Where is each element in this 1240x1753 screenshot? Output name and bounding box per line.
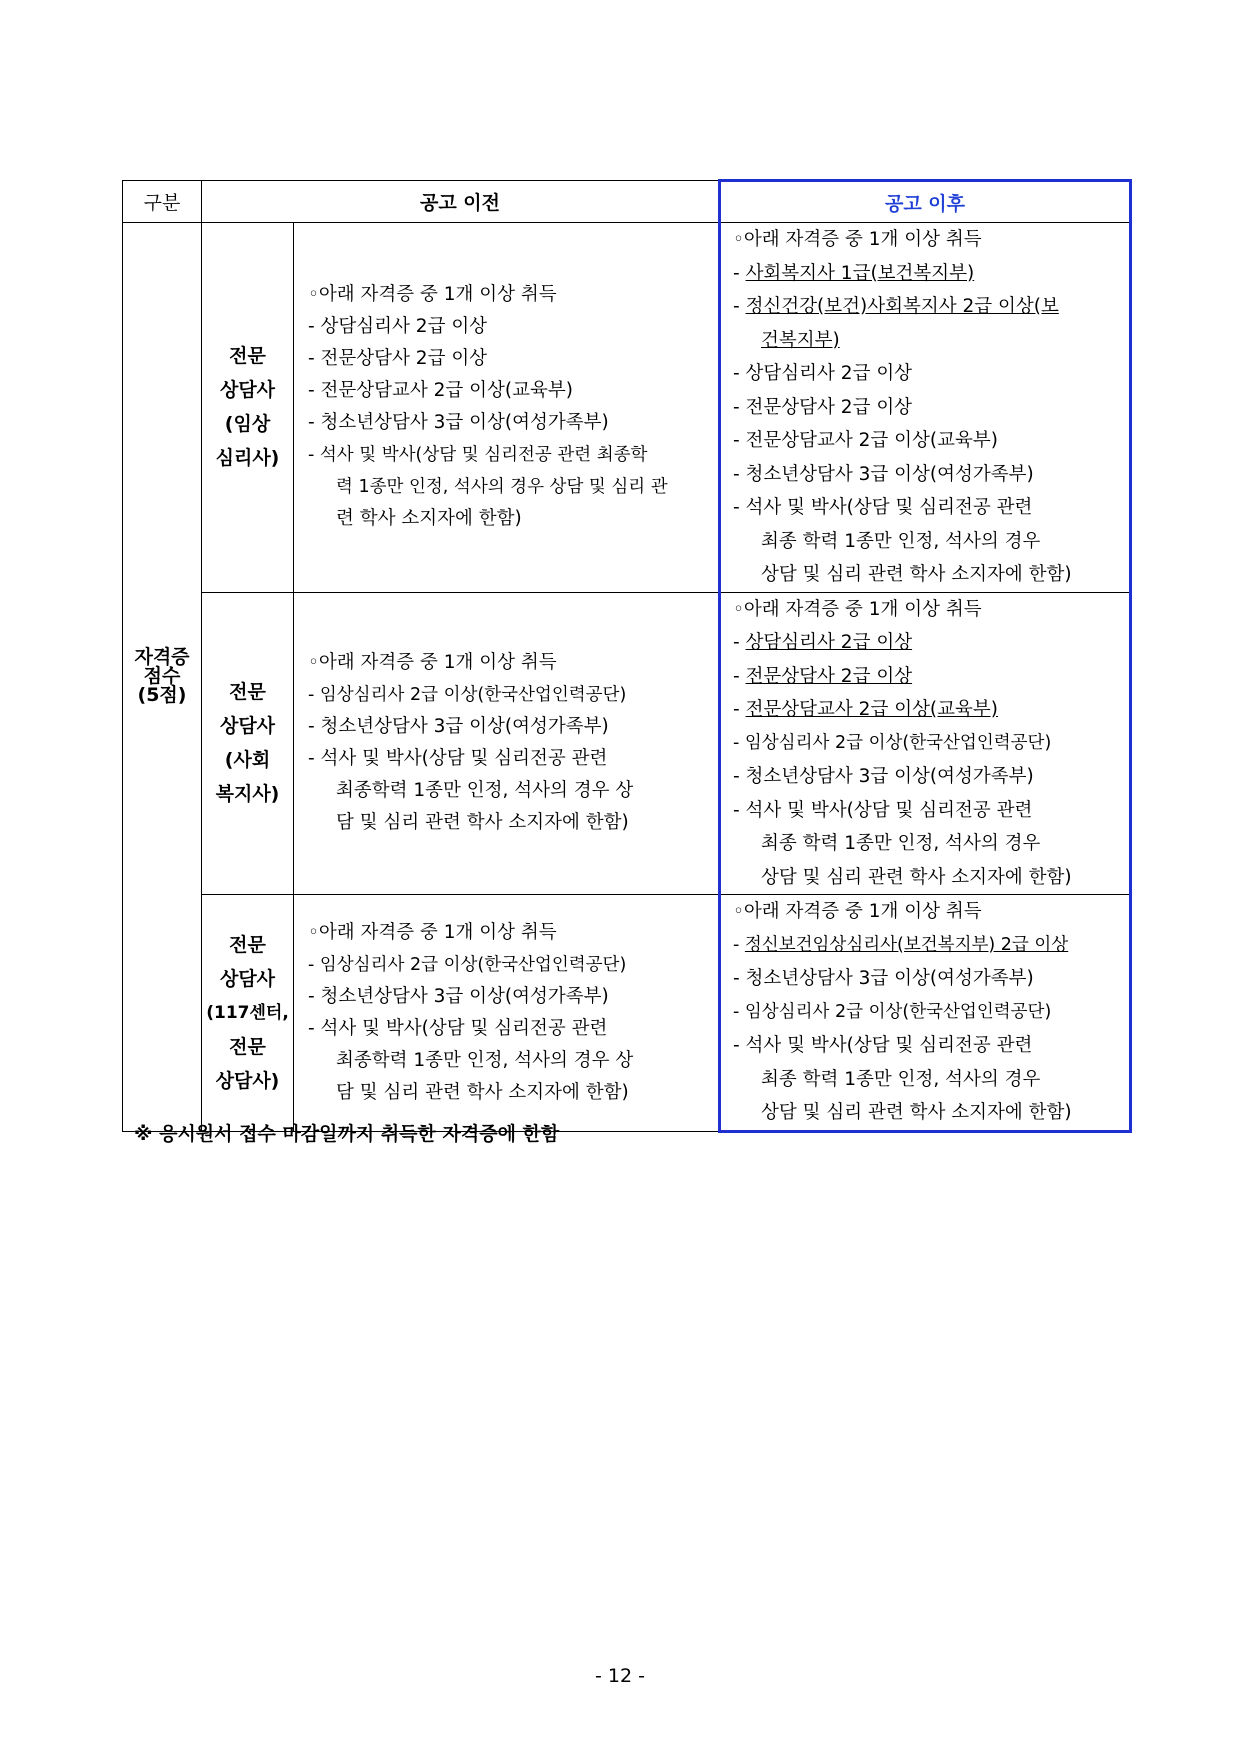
list-item-continuation: 상담 및 심리 관련 학사 소지자에 한함) xyxy=(761,866,1072,888)
list-item: - 석사 및 박사(상담 및 심리전공 관련 최종학 xyxy=(308,445,648,466)
role-line: 심리사) xyxy=(215,447,280,470)
changed-text: 전문상담사 2급 이상 xyxy=(745,665,913,687)
list-item: - 석사 및 박사(상담 및 심리전공 관련 xyxy=(733,799,1033,821)
list-item: - 정신보건임상심리사(보건복지부) 2급 이상 xyxy=(733,934,1069,955)
list-item: - 청소년상담사 3급 이상(여성가족부) xyxy=(733,463,1034,485)
role-line: 상담사) xyxy=(215,1069,280,1092)
list-item: - 청소년상담사 3급 이상(여성가족부) xyxy=(308,716,609,738)
list-item: - 상담심리사 2급 이상 xyxy=(733,632,913,653)
list-item-continuation: 최종학력 1종만 인정, 석사의 경우 상 xyxy=(336,780,634,802)
role-line: 전문 xyxy=(229,681,266,704)
list-item: - 청소년상담사 3급 이상(여성가족부) xyxy=(733,766,1034,787)
after-cell xyxy=(720,592,1131,895)
list-item: - 사회복지사 1급(보건복지부) xyxy=(733,262,975,284)
role-line: (117센터, xyxy=(206,1002,289,1023)
list-item: ◦아래 자격증 중 1개 이상 취득 xyxy=(308,652,557,674)
list-item: - 석사 및 박사(상담 및 심리전공 관련 xyxy=(308,748,608,770)
changed-text: 정신보건임상심리사(보건복지부) 2급 이상 xyxy=(744,934,1069,955)
changed-text: 건복지부) xyxy=(761,329,840,351)
list-item: - 임상심리사 2급 이상(한국산업인력공단) xyxy=(733,1001,1052,1022)
list-item: ◦아래 자격증 중 1개 이상 취득 xyxy=(733,901,982,922)
list-item: - 임상심리사 2급 이상(한국산업인력공단) xyxy=(733,732,1052,753)
role-line: (임상 xyxy=(224,413,271,436)
role-line: 전문 xyxy=(229,933,266,956)
list-item: - 임상심리사 2급 이상(한국산업인력공단) xyxy=(308,685,627,706)
list-item-continuation: 최종 학력 1종만 인정, 석사의 경우 xyxy=(761,1068,1041,1090)
list-item-continuation: 최종 학력 1종만 인정, 석사의 경우 xyxy=(761,833,1041,854)
before-cell xyxy=(294,223,720,593)
category-cell xyxy=(123,223,202,1132)
table-row xyxy=(123,223,1131,593)
list-item: - 석사 및 박사(상담 및 심리전공 관련 xyxy=(733,497,1033,518)
list-item: - 청소년상담사 3급 이상(여성가족부) xyxy=(308,985,609,1007)
changed-text: 사회복지사 1급(보건복지부) xyxy=(745,262,975,284)
role-cell xyxy=(202,592,294,895)
changed-text: 상담심리사 2급 이상 xyxy=(745,632,913,653)
qualification-table xyxy=(122,179,1132,1133)
role-cell xyxy=(202,895,294,1132)
list-item: - 청소년상담사 3급 이상(여성가족부) xyxy=(733,968,1034,989)
list-item-continuation: 상담 및 심리 관련 학사 소지자에 한함) xyxy=(761,1102,1072,1123)
list-item: ◦아래 자격증 중 1개 이상 취득 xyxy=(308,921,557,943)
list-item: - 석사 및 박사(상담 및 심리전공 관련 xyxy=(733,1035,1033,1056)
category-line: (5점) xyxy=(137,684,187,707)
list-item-continuation: 상담 및 심리 관련 학사 소지자에 한함) xyxy=(761,564,1072,585)
list-item: - 상담심리사 2급 이상 xyxy=(733,363,913,384)
list-item-continuation: 최종학력 1종만 인정, 석사의 경우 상 xyxy=(336,1049,634,1071)
footnote: ※ 응시원서 접수 마감일까지 취득한 자격증에 한함 xyxy=(134,1123,560,1145)
category-line: 자격증 xyxy=(134,646,190,669)
list-item: - 전문상담사 2급 이상 xyxy=(733,665,913,687)
role-line: 전문 xyxy=(229,345,266,368)
list-item: - 정신건강(보건)사회복지사 2급 이상(보 xyxy=(733,296,1059,317)
list-item: - 전문상담사 2급 이상 xyxy=(733,396,913,418)
header-category: 구분 xyxy=(123,181,202,223)
after-cell xyxy=(720,895,1131,1132)
header-after: 공고 이후 xyxy=(720,181,1131,223)
before-cell xyxy=(294,895,720,1132)
list-item-continuation: 담 및 심리 관련 학사 소지자에 한함) xyxy=(336,1081,629,1103)
role-line: 상담사 xyxy=(219,967,276,990)
before-cell xyxy=(294,592,720,895)
list-item: ◦아래 자격증 중 1개 이상 취득 xyxy=(733,229,982,250)
list-item: - 전문상담사 2급 이상 xyxy=(308,348,488,370)
list-item-continuation: 최종 학력 1종만 인정, 석사의 경우 xyxy=(761,530,1041,552)
list-item: - 석사 및 박사(상담 및 심리전공 관련 xyxy=(308,1017,608,1039)
list-item: ◦아래 자격증 중 1개 이상 취득 xyxy=(733,598,982,620)
page-number: - 12 - xyxy=(595,1665,645,1687)
role-cell xyxy=(202,223,294,593)
list-item-continuation: 련 학사 소지자에 한함) xyxy=(336,508,522,530)
role-line: 상담사 xyxy=(219,379,276,402)
header-before: 공고 이전 xyxy=(202,181,720,223)
table-row xyxy=(123,592,1131,895)
table-row xyxy=(123,895,1131,1132)
changed-text: 정신건강(보건)사회복지사 2급 이상(보 xyxy=(745,296,1059,317)
list-item: - 청소년상담사 3급 이상(여성가족부) xyxy=(308,412,609,434)
list-item: - 상담심리사 2급 이상 xyxy=(308,316,488,338)
list-item-continuation: 담 및 심리 관련 학사 소지자에 한함) xyxy=(336,812,629,834)
list-item: - 전문상담교사 2급 이상(교육부) xyxy=(733,699,998,720)
list-item: - 임상심리사 2급 이상(한국산업인력공단) xyxy=(308,954,627,975)
after-cell xyxy=(720,223,1131,593)
list-item-continuation: 력 1종만 인정, 석사의 경우 상담 및 심리 관 xyxy=(336,477,668,498)
role-line: 복지사) xyxy=(215,783,280,806)
role-line: (사회 xyxy=(224,749,271,772)
category-line: 점수 xyxy=(143,665,181,688)
list-item: ◦아래 자격증 중 1개 이상 취득 xyxy=(308,284,557,306)
role-line: 상담사 xyxy=(219,715,276,738)
table-header-row xyxy=(123,181,1131,223)
role-line: 전문 xyxy=(229,1035,266,1058)
changed-text: 전문상담교사 2급 이상(교육부) xyxy=(745,699,998,720)
list-item: - 전문상담교사 2급 이상(교육부) xyxy=(308,380,573,402)
list-item: - 전문상담교사 2급 이상(교육부) xyxy=(733,430,998,451)
